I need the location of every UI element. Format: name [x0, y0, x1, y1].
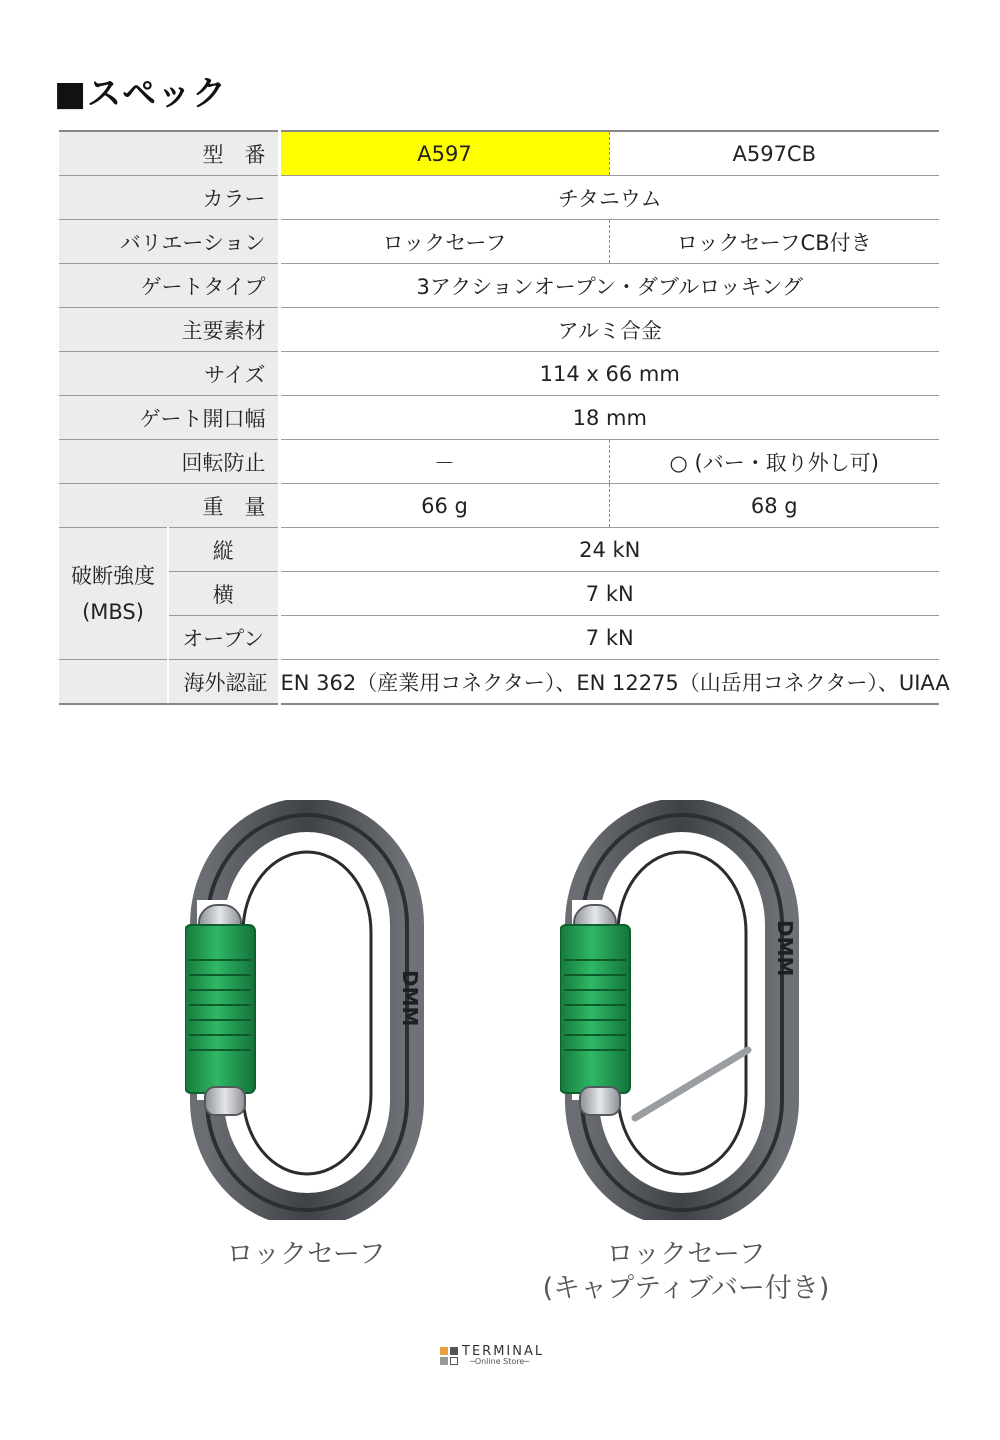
mbs-group-label-line1: 破断強度 — [71, 563, 155, 588]
page-heading: ■スペック — [54, 74, 228, 114]
caption-locksafe-line1: ロックセーフ — [226, 1239, 386, 1270]
terminal-logo — [440, 1345, 570, 1375]
weight-a-value: 66 g — [279, 484, 609, 528]
mbs-minor-value: 7 kN — [279, 572, 939, 616]
caption-locksafe — [126, 1238, 486, 1272]
terminal-logo-mark — [440, 1347, 458, 1365]
spec-row-mbs-minor — [59, 572, 939, 616]
color-value: チタニウム — [279, 176, 939, 220]
mbs-open-label: オープン — [168, 616, 279, 660]
dmm-marking: DMM — [398, 970, 422, 1027]
mbs-major-label: 縦 — [168, 528, 279, 572]
antirotation-label: 回転防止 — [59, 440, 279, 484]
spec-row-gate — [59, 264, 939, 308]
carabiner-locksafe-image — [185, 800, 425, 1220]
spec-row-model — [59, 131, 939, 176]
cert-group-blank — [59, 660, 168, 705]
spec-row-variation — [59, 220, 939, 264]
carabiner-locksafe-drawing — [185, 800, 425, 1220]
cert-label: 海外認証 — [168, 660, 279, 705]
material-label: 主要素材 — [59, 308, 279, 352]
caption-captive-bar-line1: ロックセーフ — [606, 1239, 766, 1270]
spec-row-mbs-open — [59, 616, 939, 660]
model-b-value: A597CB — [609, 131, 939, 176]
spec-row-mbs-major — [59, 528, 939, 572]
spec-row-color — [59, 176, 939, 220]
color-label: カラー — [59, 176, 279, 220]
cert-value: EN 362（産業用コネクター）、EN 12275（山岳用コネクター）、UIAA — [279, 660, 939, 705]
spec-row-cert — [59, 660, 939, 705]
antirotation-b-value: ○ (バー・取り外し可) — [609, 440, 939, 484]
logo-sub: ─Online Store─ — [470, 1357, 530, 1366]
variation-a-value: ロックセーフ — [279, 220, 609, 264]
logo-name: TERMINAL — [462, 1344, 545, 1359]
spec-row-weight — [59, 484, 939, 528]
gate-label: ゲートタイプ — [59, 264, 279, 308]
weight-label: 重 量 — [59, 484, 279, 528]
spec-row-material — [59, 308, 939, 352]
mbs-open-value: 7 kN — [279, 616, 939, 660]
caption-captive-bar — [506, 1238, 866, 1306]
gate-value: 3アクションオープン・ダブルロッキング — [279, 264, 939, 308]
opening-label: ゲート開口幅 — [59, 396, 279, 440]
carabiner-captive-bar-drawing — [560, 800, 800, 1220]
size-value: 114 x 66 mm — [279, 352, 939, 396]
spec-row-size — [59, 352, 939, 396]
mbs-group-label — [59, 528, 168, 660]
mbs-major-value: 24 kN — [279, 528, 939, 572]
opening-value: 18 mm — [279, 396, 939, 440]
spec-row-antirotation — [59, 440, 939, 484]
mbs-group-label-line2: (MBS) — [82, 599, 144, 624]
carabiner-captive-bar-image — [560, 800, 800, 1220]
material-value: アルミ合金 — [279, 308, 939, 352]
mbs-minor-label: 横 — [168, 572, 279, 616]
weight-b-value: 68 g — [609, 484, 939, 528]
model-label: 型 番 — [59, 131, 279, 176]
antirotation-a-value: － — [279, 440, 609, 484]
size-label: サイズ — [59, 352, 279, 396]
variation-label: バリエーション — [59, 220, 279, 264]
spec-row-opening — [59, 396, 939, 440]
spec-table — [59, 130, 950, 705]
variation-b-value: ロックセーフCB付き — [609, 220, 939, 264]
dmm-marking: DMM — [773, 920, 797, 977]
model-a-value: A597 — [279, 131, 609, 176]
caption-captive-bar-line2: (キャプティブバー付き) — [542, 1273, 830, 1304]
